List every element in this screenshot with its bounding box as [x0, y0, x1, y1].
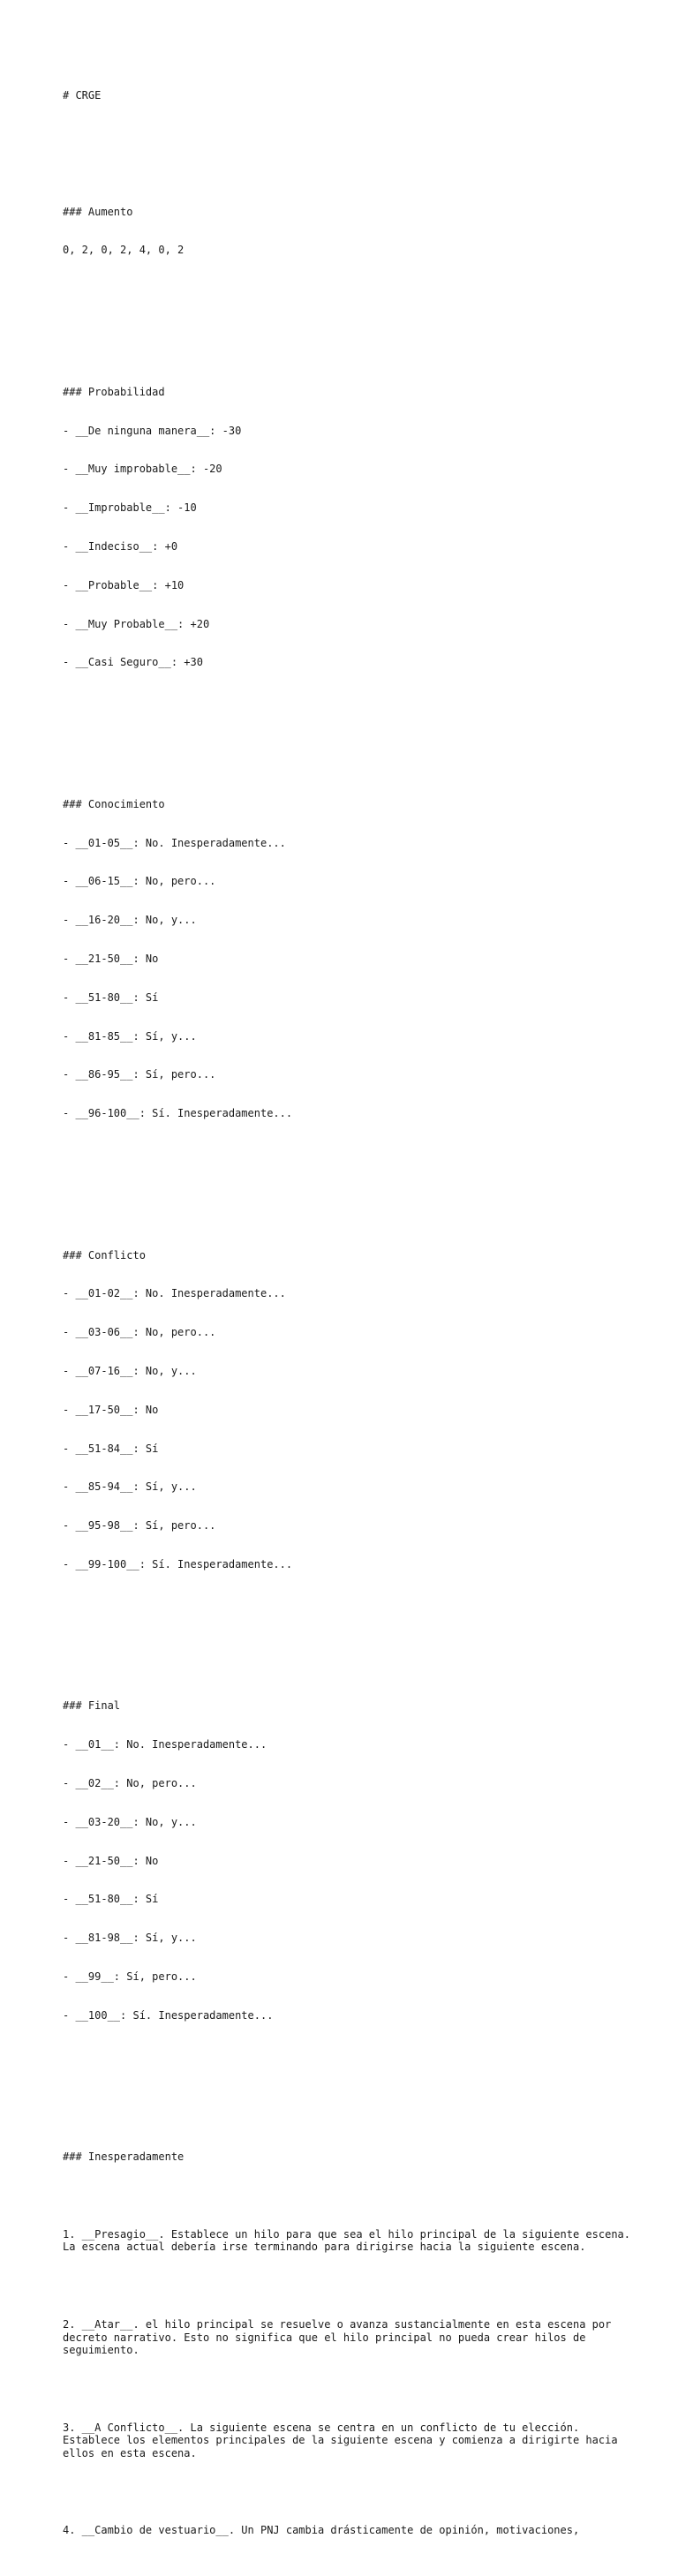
spacer — [63, 2486, 643, 2499]
list-item: - __17-50__: No — [63, 1403, 159, 1416]
spacer — [63, 2279, 643, 2293]
document-title: # CRGE — [63, 89, 102, 102]
list-item: - __99-100__: Sí. Inesperadamente... — [63, 1557, 293, 1570]
spacer — [63, 2383, 643, 2396]
paragraph: 1. __Presagio__. Establece un hilo para que sea el hilo principal de la siguiente escena. La escena actual debería irse terminando para dirigirse hacia la siguiente escena. — [63, 2227, 637, 2254]
list-item: - __81-85__: Sí, y... — [63, 1029, 197, 1043]
list-item: - __51-84__: Sí — [63, 1442, 159, 1455]
section-heading: ### Final — [63, 1699, 121, 1713]
list-item: - __01-05__: No. Inesperadamente... — [63, 836, 286, 849]
section-probabilidad — [63, 360, 643, 695]
section-heading: ### Aumento — [63, 205, 133, 218]
list-item: - __96-100__: Sí. Inesperadamente... — [63, 1107, 293, 1120]
list-item: - __51-80__: Sí — [63, 990, 159, 1004]
spacer — [63, 1623, 643, 1636]
paragraph: 3. __A Conflicto__. La siguiente escena se centra en un conflicto de tu elección. Establece los elementos principales de la siguiente escena y comienza a dirigirte hacia ellos en esta escena. — [63, 2421, 624, 2459]
paragraph: 2. __Atar__. el hilo principal se resuelve o avanza sustancialmente en esta escena por decreto narrativo. Esto no significa que el hilo principal no pueda crear hilos de seguimiento. — [63, 2317, 618, 2357]
list-item: - __51-80__: Sí — [63, 1893, 159, 1906]
list-item: - __Probable__: +10 — [63, 578, 185, 591]
section-conflicto — [63, 1223, 643, 1596]
list-item: - __Casi Seguro__: +30 — [63, 656, 203, 669]
section-heading: ### Probabilidad — [63, 385, 165, 398]
spacer — [63, 2189, 643, 2203]
spacer — [63, 1171, 643, 1185]
section-heading: ### Conflicto — [63, 1248, 146, 1262]
list-item: - __21-50__: No — [63, 952, 159, 965]
list-item: - __De ninguna manera__: -30 — [63, 424, 242, 437]
section-aumento — [63, 179, 643, 282]
list-item: - __03-06__: No, pero... — [63, 1326, 216, 1339]
list-item: - __86-95__: Sí, pero... — [63, 1068, 216, 1081]
spacer — [63, 308, 643, 321]
aumento-values: 0, 2, 0, 2, 4, 0, 2 — [63, 244, 185, 257]
list-item: - __Indeciso__: +0 — [63, 539, 178, 553]
list-item: - __06-15__: No, pero... — [63, 875, 216, 888]
list-item: - __95-98__: Sí, pero... — [63, 1519, 216, 1533]
list-item: - __100__: Sí. Inesperadamente... — [63, 2008, 274, 2022]
spacer — [63, 720, 643, 734]
list-item: - __Improbable__: -10 — [63, 501, 197, 515]
list-item: - __Muy improbable__: -20 — [63, 463, 222, 476]
list-item: - __16-20__: No, y... — [63, 914, 197, 927]
list-item: - __01-02__: No. Inesperadamente... — [63, 1287, 286, 1300]
spacer — [63, 128, 643, 141]
section-heading: ### Conocimiento — [63, 797, 165, 810]
list-item: - __07-16__: No, y... — [63, 1364, 197, 1377]
list-item: - __03-20__: No, y... — [63, 1815, 197, 1828]
list-item: - __85-94__: Sí, y... — [63, 1480, 197, 1494]
section-final — [63, 1674, 643, 2047]
list-item: - __81-98__: Sí, y... — [63, 1932, 197, 1945]
list-item: - __02__: No, pero... — [63, 1776, 197, 1789]
list-item: - __99__: Sí, pero... — [63, 1970, 197, 1983]
section-inesperadamente — [63, 2125, 643, 2563]
list-item: - __Muy Probable__: +20 — [63, 617, 210, 630]
section-heading: ### Inesperadamente — [63, 2150, 185, 2164]
paragraph: 4. __Cambio de vestuario__. Un PNJ cambia drásticamente de opinión, motivaciones, — [63, 2524, 580, 2537]
list-item: - __21-50__: No — [63, 1854, 159, 1867]
list-item: - __01__: No. Inesperadamente... — [63, 1738, 267, 1751]
spacer — [63, 2074, 643, 2087]
section-conocimiento — [63, 772, 643, 1146]
